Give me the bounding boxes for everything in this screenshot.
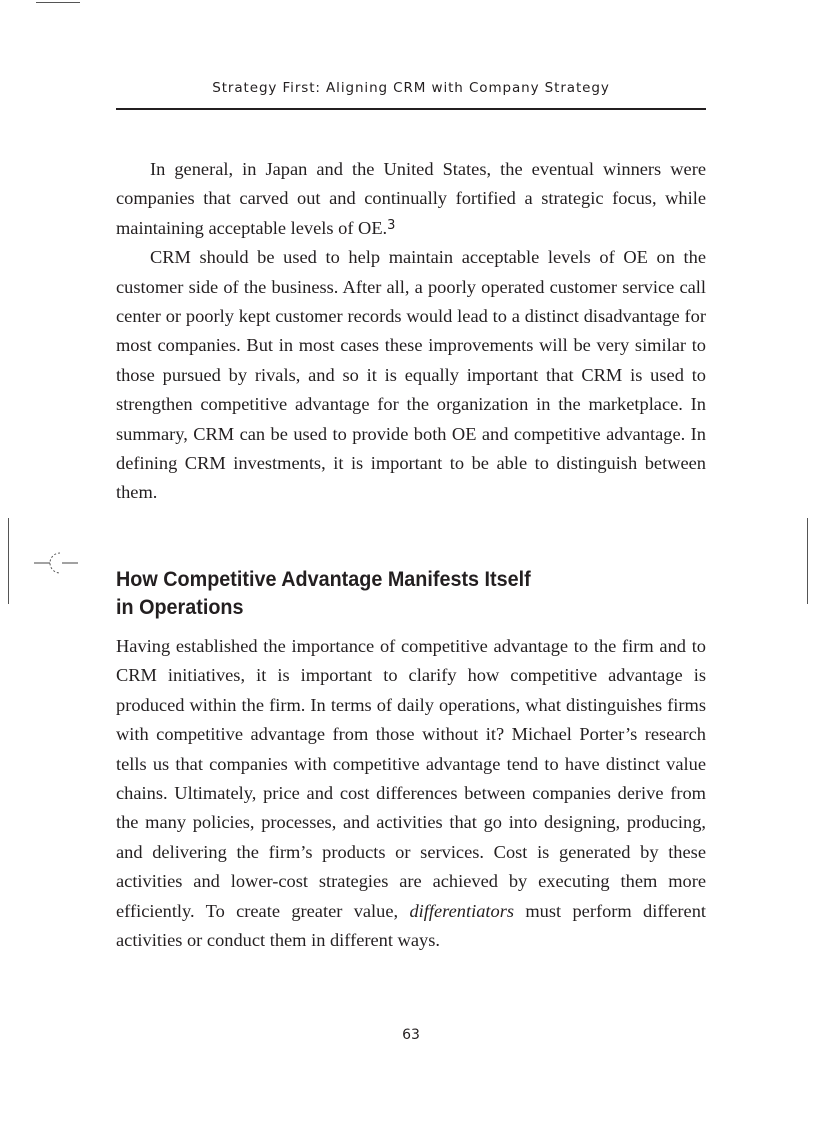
paragraph-2: CRM should be used to help maintain acceptable levels of OE on the customer side of the business. After all, a poorly operated customer service call center or poorly kept customer records would lead to a distinct disadvantage for most companies. But in most cases these improvements will be very similar to those pursued by rivals, and so it is equally important that CRM is used to strengthen competitive advantage for the organization in the marketplace. In summary, CRM can be used to provide both OE and competitive advantage. In defining CRM investments, it is important to be able to distinguish between them. [116, 247, 706, 503]
page-number: 63 [402, 1027, 420, 1043]
crop-mark-left [8, 518, 9, 604]
paragraph-1-text: In general, in Japan and the United States, the eventual winners were companies that carved out and continually fortified a strategic focus, while maintaining acceptable levels of OE. [116, 159, 706, 238]
section-heading-line-2: in Operations [116, 595, 244, 619]
paragraph-3-text-b: must perform different activities or conduct them in different ways. [116, 900, 706, 951]
body-text-top [116, 155, 706, 508]
paragraph-3 [116, 632, 706, 955]
footnote-marker: 3 [387, 217, 396, 233]
body-text-bottom [116, 632, 706, 955]
header-rule [116, 108, 706, 110]
section-heading [116, 565, 659, 621]
paragraph-3-italic-term: differentiators [409, 900, 515, 921]
section-heading-line-1: How Competitive Advantage Manifests Itself [116, 567, 531, 591]
registration-mark-icon [34, 550, 78, 576]
crop-mark-top [36, 2, 80, 3]
running-head: Strategy First: Aligning CRM with Company Strategy [212, 80, 610, 96]
paragraph-3-text-a: Having established the importance of competitive advantage to the firm and to CRM initiatives, it is important to clarify how competitive advantage is produced within the firm. In terms of daily operations, what distinguishes firms with competitive advantage from those without it? Michael Porter’s research tells us that companies with competitive advantage tend to have distinct value chains. Ultimately, price and cost differences between companies derive from the many policies, processes, and activities that go into designing, producing, and delivering the firm’s products or services. Cost is generated by these activities and lower-cost strategies are achieved by executing them more efficiently. To create greater value, [116, 636, 706, 921]
paragraph-1 [116, 155, 706, 243]
crop-mark-right [807, 518, 808, 604]
